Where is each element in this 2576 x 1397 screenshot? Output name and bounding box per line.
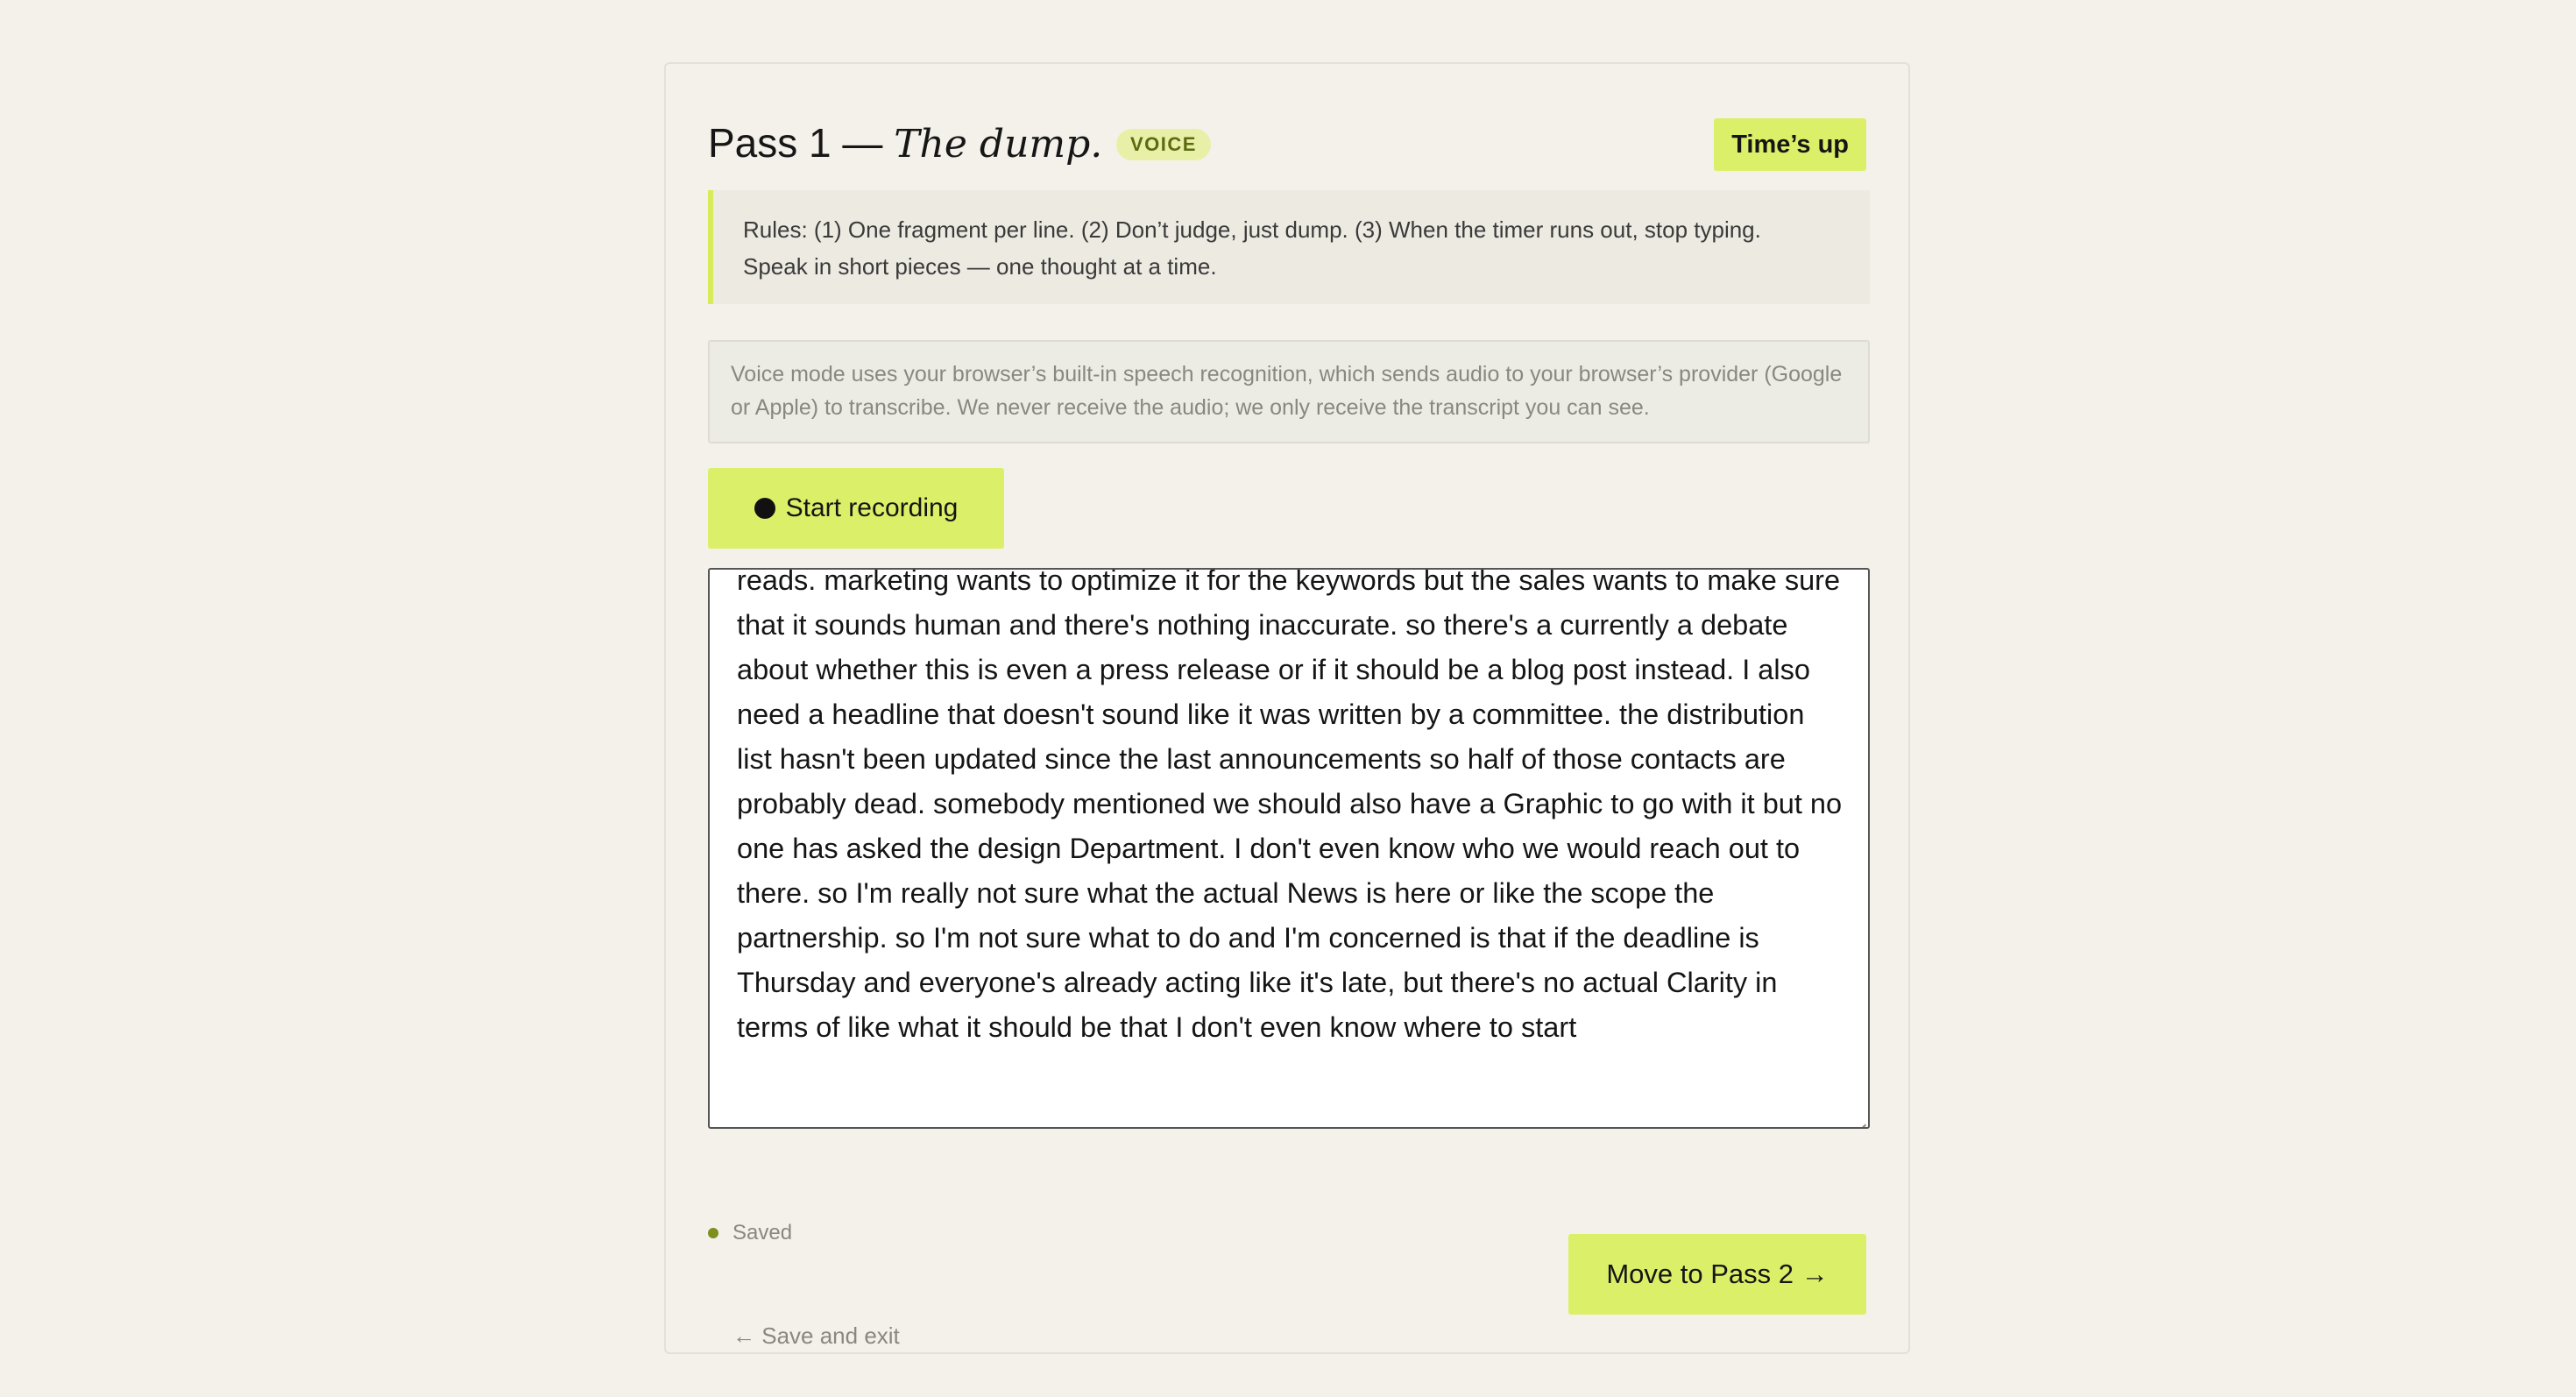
rules-callout xyxy=(708,190,1870,304)
save-status xyxy=(708,1221,792,1245)
transcript-textarea[interactable] xyxy=(708,568,1870,1129)
record-dot-icon xyxy=(754,498,775,519)
pass-card xyxy=(664,62,1910,1354)
save-status-label: Saved xyxy=(732,1221,793,1245)
transcript-text: reads. marketing wants to optimize it for the keywords but the sales wants to make sure that it sounds human and there's nothing inaccurate. so there's a currently a debate about whether this is even a press release or if it should be a blog post instead. I also need a headline that doesn't sound like it was written by a committee. the distribution list hasn't been updated since the last announcements so half of those contacts are probably dead. somebody mentioned we should also have a Graphic to go with it but no one has asked the design Department. I don't even know who we would reach out to there. so I'm really not sure what the actual News is here or like the scope the partnership. so I'm not sure what to do and I'm concerned is that if the deadline is Thursday and everyone's already acting like it's late, but there's no actual Clarity in terms of like what it should be that I don't even know where to start xyxy=(737,568,1851,1043)
start-recording-label: Start recording xyxy=(785,493,959,522)
start-recording-button[interactable] xyxy=(708,468,1004,549)
mode-badge: VOICE xyxy=(1116,129,1211,160)
voice-privacy-notice: Voice mode uses your browser’s built-in speech recognition, which sends audio to your browser’s provider (Google or Apple) to transcribe. We never receive the audio; we only receive the transcript you can see. xyxy=(708,340,1870,443)
title-italic: The dump. xyxy=(894,122,1103,167)
saved-dot-icon xyxy=(708,1228,718,1238)
page-title xyxy=(708,117,1102,171)
resize-handle-icon[interactable] xyxy=(1852,1111,1866,1125)
move-to-pass-2-button[interactable]: Move to Pass 2 → xyxy=(1568,1234,1866,1315)
rules-line-2: Speak in short pieces — one thought at a time. xyxy=(743,253,1217,280)
save-and-exit-link[interactable]: ← Save and exit xyxy=(732,1323,900,1349)
title-prefix: Pass 1 — xyxy=(708,120,883,166)
pass-header xyxy=(708,111,1866,181)
timer-badge: Time’s up xyxy=(1714,118,1866,171)
rules-line-1: Rules: (1) One fragment per line. (2) Don’t judge, just dump. (3) When the timer runs out, stop typing. xyxy=(743,216,1761,243)
